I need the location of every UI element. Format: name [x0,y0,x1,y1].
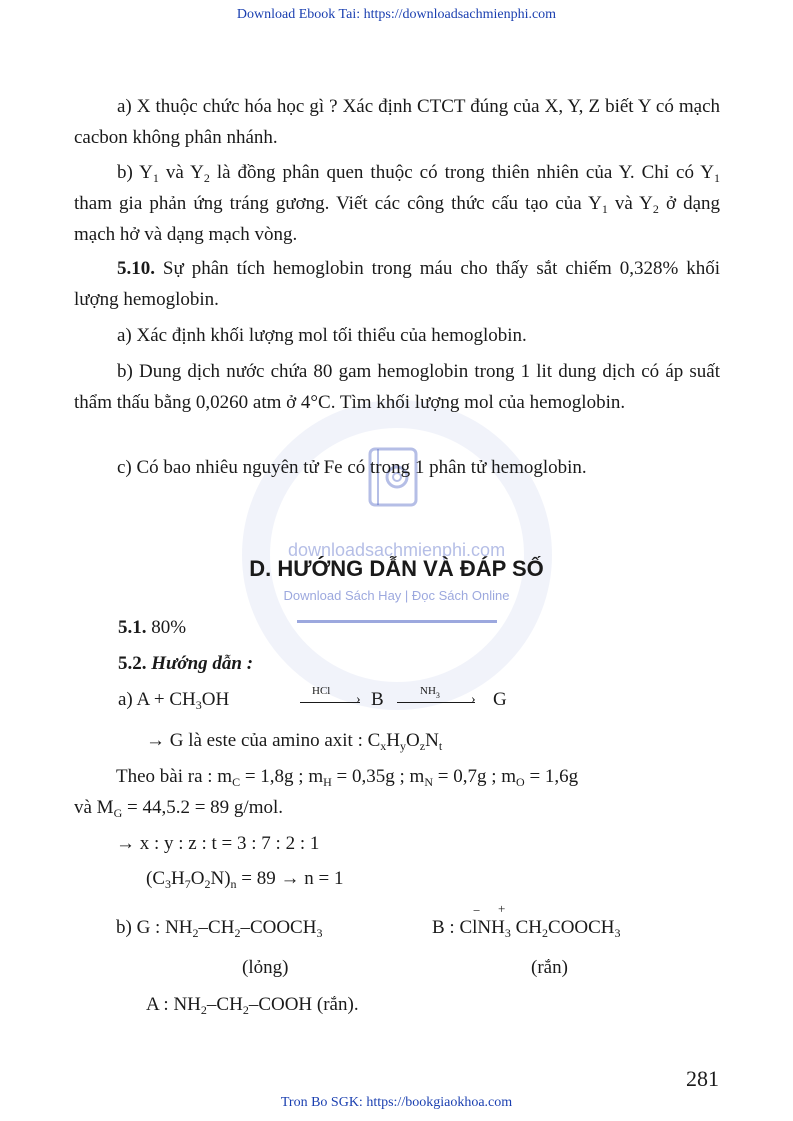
compound-b: B : ClNH$_3$ $CH_2COOCH_3$ [432,917,621,940]
charge-minus: − [473,903,481,918]
compound-g: b) G : $NH_2-CH_2-COOCH_3$ [116,917,323,940]
problem-5-9-part-b: b) $Y_1$ và $Y_2$ là đồng phân quen thuộc có trong thiên nhiên của Y. Chỉ có $Y_1$ tham gia phản ứng tráng gương. Viết các công thức cấu tạo của $Y_1$ và $Y_2$ ở dạng mạch hở và dạng mạch vòng. [74,162,721,245]
problem-number: 5.10. [117,258,155,279]
compound-a: A : $NH_2-CH_2$–COOH (rắn). [146,994,359,1017]
product-g: G [493,689,507,710]
product-b: B [371,689,384,710]
answer-5-2-heading: 5.2. Hướng dẫn : [118,653,254,674]
reaction-a-reactants: a) $A + CH_3OH$ [118,689,230,712]
problem-5-10-part-a: a) Xác định khối lượng mol tối thiểu của hemoglobin. [117,325,527,346]
formula-line: $(C_3H_7O_2N)_n = 89 \to n = 1$ [146,868,344,891]
section-heading: D. HƯỚNG DẪN VÀ ĐÁP SỐ [249,556,544,581]
arrow-label-nh3: $NH_3$ [420,685,440,700]
problem-5-10-part-c: c) Có bao nhiêu nguyên tử Fe có trong 1 phân tử hemoglobin. [117,457,587,478]
given-data-line: Theo bài ra : $m_C = 1,8g$ ; $m_H = 0,35g$ ; $m_N = 0,7g$ ; $m_O = 1,6g$ [116,766,579,789]
watermark-tagline: Download Sách Hay | Đọc Sách Online [283,588,510,603]
molar-mass-line: và $M_G = 44,5.2 = 89$ g/mol. [74,797,284,820]
problem-5-10-statement: 5.10. Sự phân tích hemoglobin trong máu cho thấy sắt chiếm 0,328% khối lượng hemoglobin. [74,258,720,310]
watermark-url: downloadsachmienphi.com [287,540,506,560]
arrow-head-2: › [471,692,476,707]
g-state: (lỏng) [242,957,289,978]
ester-line: → G là este của amino axit : $C_xH_yO_zN_t$ [146,730,443,753]
charge-plus: + [498,901,506,916]
header-download-link[interactable]: Download Ebook Tai: https://downloadsachmienphi.com [236,7,557,22]
problem-5-9-part-a: a) X thuộc chức hóa học gì ? Xác định CTCT đúng của X, Y, Z biết Y có mạch cacbon không phân nhánh. [74,96,720,148]
page-number: 281 [686,1066,719,1091]
watermark-bar [297,620,497,623]
arrow-1 [300,702,360,703]
arrow-2 [397,702,475,703]
answer-5-1: 5.1. 80% [118,617,187,638]
arrow-head-1: › [356,692,361,707]
problem-5-10-part-b: b) Dung dịch nước chứa 80 gam hemoglobin trong 1 lit dung dịch có áp suất thẩm thấu bằng 0,0260 atm ở 4°C. Tìm khối lượng mol của hemoglobin. [74,361,720,413]
footer-link[interactable]: Tron Bo SGK: https://bookgiaokhoa.com [280,1095,513,1110]
b-state: (rắn) [531,957,568,978]
ratio-line: → x : y : z : t = 3 : 7 : 2 : 1 [116,833,320,854]
arrow-label-hcl: HCl [312,685,331,697]
